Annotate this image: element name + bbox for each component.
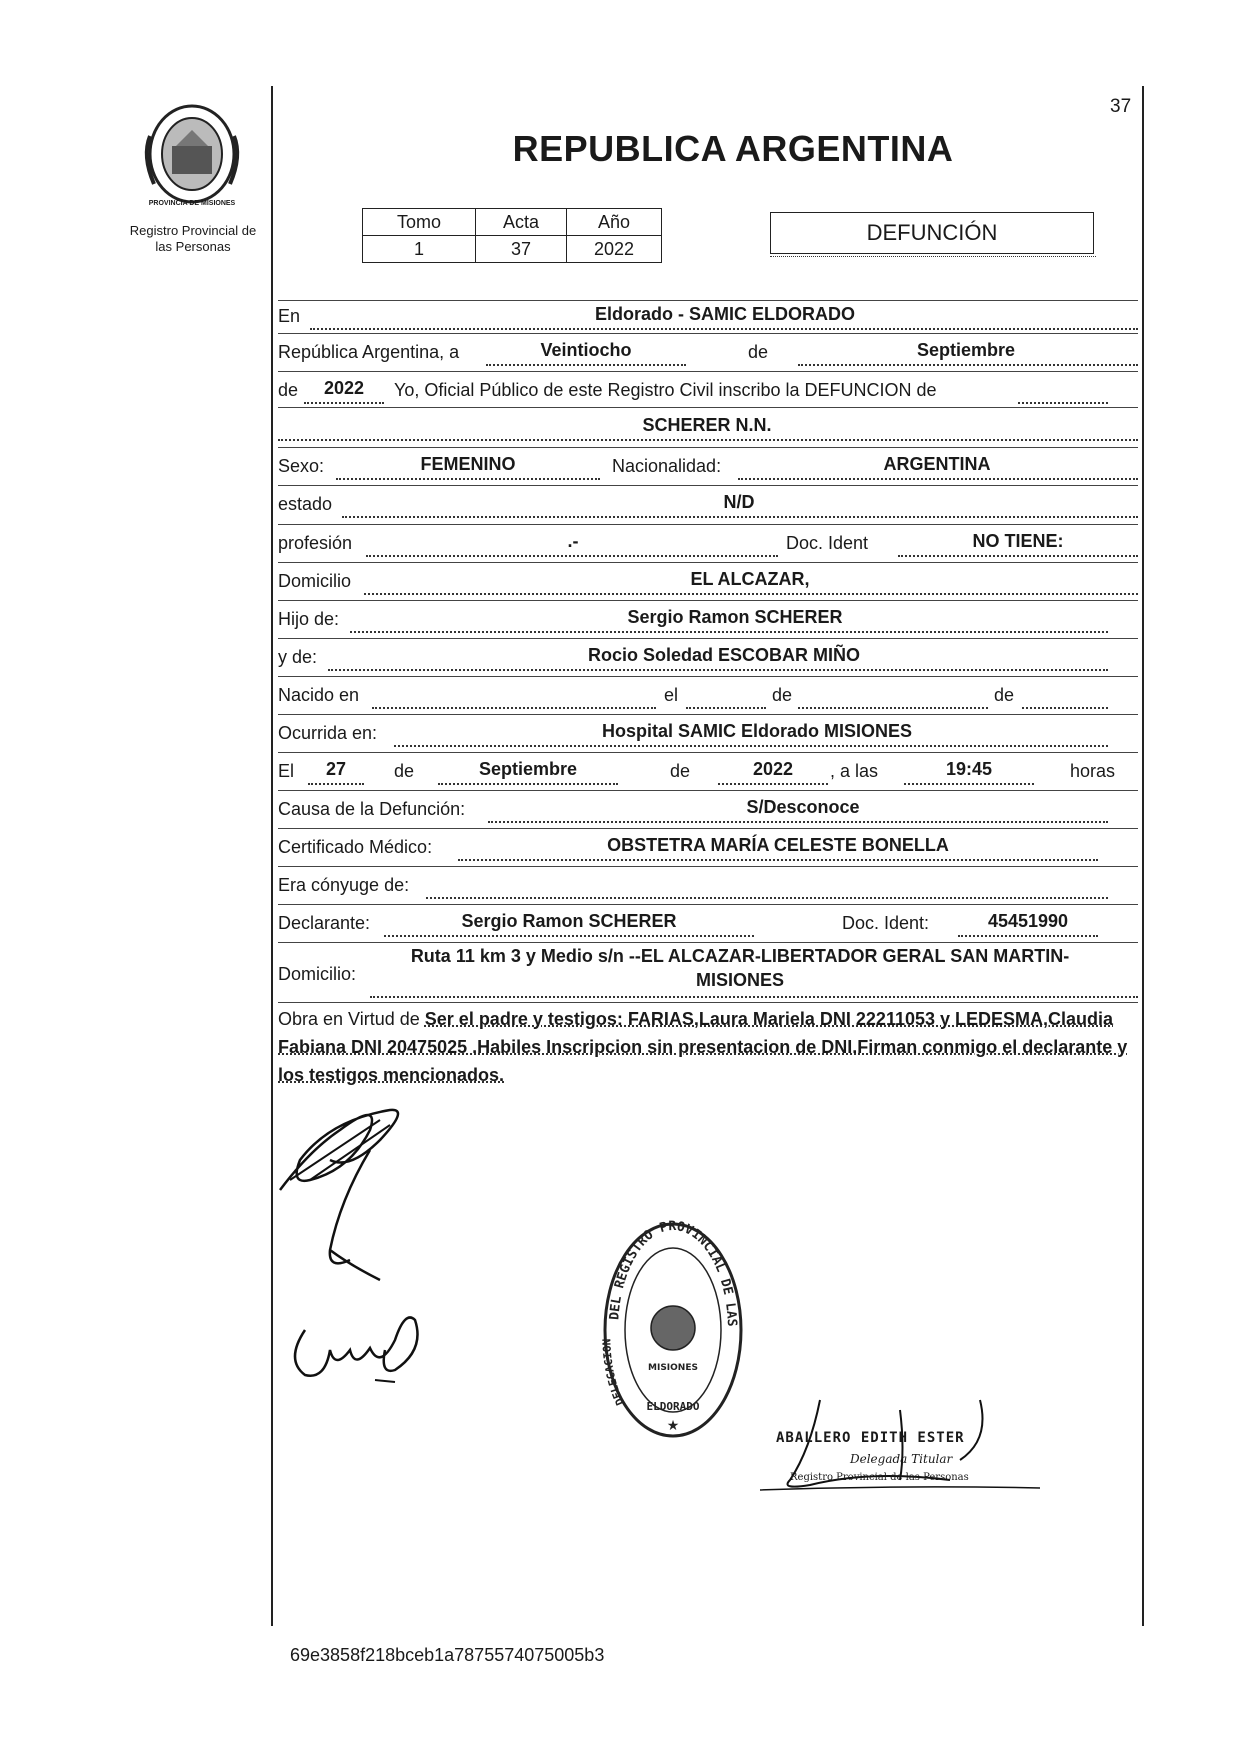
death-time: 19:45 xyxy=(945,759,993,779)
logo-text: PROVINCIA DE MISIONES xyxy=(148,200,236,207)
domicilio2-line2: MISIONES xyxy=(695,970,784,990)
death-month-dots xyxy=(438,783,618,785)
estado-dots xyxy=(342,516,1138,518)
registry-value-acta: 37 xyxy=(476,236,567,263)
month-de-label: de xyxy=(748,342,769,362)
row-rule xyxy=(278,524,1138,525)
death-year-dots xyxy=(718,783,828,785)
en-value: Eldorado - SAMIC ELDORADO xyxy=(595,304,855,324)
row-certificado xyxy=(278,833,1138,863)
document-type-underline xyxy=(770,256,1096,258)
row-rule xyxy=(278,1002,1138,1003)
row-causa xyxy=(278,795,1138,825)
doc-ident-label: Doc. Ident xyxy=(786,533,869,553)
conyuge-dots xyxy=(426,897,1108,899)
nacido-label: Nacido en xyxy=(278,685,360,705)
republica-label: República Argentina, a xyxy=(278,342,460,362)
causa-dots xyxy=(488,821,1108,823)
nacionalidad-value: ARGENTINA xyxy=(883,454,991,474)
declarante-dots xyxy=(384,935,754,937)
horas-label: horas xyxy=(1070,761,1116,781)
estado-label: estado xyxy=(278,494,333,514)
official-stamp-name: ABALLERO EDITH ESTER xyxy=(776,1430,965,1446)
registry-header-ano: Año xyxy=(567,209,662,236)
causa-label: Causa de la Defunción: xyxy=(278,799,466,819)
svg-text:DELEGACION xyxy=(600,1339,627,1408)
alas-label: , a las xyxy=(830,761,879,781)
signature-2 xyxy=(300,1140,410,1290)
registry-seal xyxy=(598,1210,748,1440)
row-rule xyxy=(278,790,1138,791)
right-margin-line xyxy=(1142,86,1144,1626)
document-type-box: DEFUNCIÓN xyxy=(770,212,1094,254)
month-dots xyxy=(798,364,1138,366)
row-rule xyxy=(278,447,1138,448)
row-ocurrida xyxy=(278,719,1138,749)
month-value: Septiembre xyxy=(916,340,1016,360)
nacionalidad-dots xyxy=(738,478,1138,480)
yde-label: y de: xyxy=(278,647,318,667)
obra-text: Ser el padre y testigos: FARIAS,Laura Mariela DNI 22211053 y LEDESMA,Claudia Fabiana DNI 20475025 .Habiles Inscripcion sin presentacion de DNI.Firman conmigo el declarante y los testigos mencionados. xyxy=(278,1009,1128,1085)
row-en xyxy=(278,302,1138,332)
row-rule xyxy=(278,300,1138,301)
row-rule xyxy=(278,371,1138,372)
left-margin-line xyxy=(271,86,273,1626)
row-profesion xyxy=(278,529,1138,559)
row-rule xyxy=(278,638,1138,639)
row-rule xyxy=(278,562,1138,563)
nacionalidad-label: Nacionalidad: xyxy=(612,456,722,476)
row-rule xyxy=(278,485,1138,486)
estado-value: N/D xyxy=(723,492,755,512)
registry-header-acta: Acta xyxy=(476,209,567,236)
seal-bottom-text: ELDORADO xyxy=(646,1400,700,1413)
row-domicilio xyxy=(278,567,1138,597)
profesion-label: profesión xyxy=(278,533,353,553)
logo-caption xyxy=(108,223,278,255)
row-deceased xyxy=(278,413,1138,443)
domicilio-value: EL ALCAZAR, xyxy=(690,569,810,589)
conyuge-label: Era cónyuge de: xyxy=(278,875,410,895)
death-day: 27 xyxy=(325,759,347,779)
row-hijo xyxy=(278,605,1138,635)
padre-dots xyxy=(350,631,1108,633)
deceased-name: SCHERER N.N. xyxy=(642,415,772,435)
seal-left-text: DELEGACION xyxy=(600,1338,627,1408)
doc-ident-dots xyxy=(898,555,1138,557)
sexo-dots xyxy=(336,478,600,480)
doc-ident2-dots xyxy=(958,935,1098,937)
day-words: Veintiocho xyxy=(540,340,632,360)
madre-dots xyxy=(328,669,1108,671)
sexo-value: FEMENINO xyxy=(420,454,516,474)
nacido-de1-label: de xyxy=(772,685,793,705)
certificado-value: OBSTETRA MARÍA CELESTE BONELLA xyxy=(607,835,949,855)
day-words-dots xyxy=(486,364,686,366)
en-dots xyxy=(310,328,1138,330)
ocurrida-value: Hospital SAMIC Eldorado MISIONES xyxy=(601,721,913,741)
doc-ident2-value: 45451990 xyxy=(987,911,1069,931)
row-rule xyxy=(278,333,1138,334)
death-month: Septiembre xyxy=(478,759,578,779)
profesion-value: .- xyxy=(567,531,579,551)
row-nacido xyxy=(278,681,1138,711)
registry-header-row xyxy=(363,209,662,236)
domicilio2-dots xyxy=(370,996,1138,998)
el-label: El xyxy=(278,761,295,781)
nacido-month-dots xyxy=(798,707,988,709)
certificado-label: Certificado Médico: xyxy=(278,837,433,857)
declarante-label: Declarante: xyxy=(278,913,371,933)
row-domicilio2 xyxy=(278,946,1138,1002)
madre-value: Rocio Soledad ESCOBAR MIÑO xyxy=(587,645,861,665)
row-rule xyxy=(278,942,1138,943)
padre-value: Sergio Ramon SCHERER xyxy=(627,607,843,627)
declarante-value: Sergio Ramon SCHERER xyxy=(461,911,677,931)
row-conyuge xyxy=(278,871,1138,901)
registry-value-tomo: 1 xyxy=(363,236,476,263)
obra-paragraph xyxy=(278,1005,1136,1089)
row-rule xyxy=(278,752,1138,753)
row-rule xyxy=(278,866,1138,867)
death-de3-label: de xyxy=(394,761,415,781)
row-republica xyxy=(278,338,1138,368)
nacido-day-dots xyxy=(686,707,766,709)
seal-top-text: DEL REGISTRO PROVINCIAL DE LAS xyxy=(607,1218,740,1327)
row-rule xyxy=(278,676,1138,677)
page-title: REPUBLICA ARGENTINA xyxy=(512,128,954,169)
nacido-year-dots xyxy=(1022,707,1108,709)
official-text: Yo, Oficial Público de este Registro Civil inscribo la DEFUNCION de xyxy=(394,380,937,400)
row-rule xyxy=(278,714,1138,715)
death-day-dots xyxy=(308,783,364,785)
hijo-label: Hijo de: xyxy=(278,609,340,629)
certificado-dots xyxy=(458,859,1098,861)
ocurrida-label: Ocurrida en: xyxy=(278,723,378,743)
official-dots xyxy=(1018,402,1108,404)
nacido-de2-label: de xyxy=(994,685,1015,705)
row-declarante xyxy=(278,909,1138,939)
row-death-date xyxy=(278,757,1138,787)
domicilio-dots xyxy=(364,593,1138,595)
logo-caption-line2: las Personas xyxy=(155,239,231,254)
death-de4-label: de xyxy=(670,761,691,781)
row-rule xyxy=(278,407,1138,408)
official-stamp-office: Registro Provincial de las Personas xyxy=(790,1472,969,1483)
row-official-text xyxy=(278,376,1138,406)
year-value: 2022 xyxy=(323,378,365,398)
domicilio-label: Domicilio xyxy=(278,571,352,591)
death-year: 2022 xyxy=(752,759,794,779)
ocurrida-dots xyxy=(394,745,1108,747)
logo-caption-line1: Registro Provincial de xyxy=(129,223,257,238)
death-time-dots xyxy=(904,783,1034,785)
row-rule xyxy=(278,600,1138,601)
row-yde xyxy=(278,643,1138,673)
domicilio2-label: Domicilio: xyxy=(278,964,357,984)
doc-ident-value: NO TIENE: xyxy=(972,531,1064,551)
doc-ident2-label: Doc. Ident: xyxy=(842,913,930,933)
registry-table xyxy=(362,208,662,263)
official-stamp-role: Delegada Titular xyxy=(850,1452,953,1466)
sexo-label: Sexo: xyxy=(278,456,325,476)
en-label: En xyxy=(278,306,301,326)
year-dots xyxy=(304,402,384,404)
signature-3 xyxy=(285,1290,445,1400)
document-hash: 69e3858f218bceb1a7875574075005b3 xyxy=(290,1645,605,1665)
profesion-dots xyxy=(366,555,778,557)
row-rule xyxy=(278,904,1138,905)
row-sexo xyxy=(278,452,1138,482)
causa-value: S/Desconoce xyxy=(746,797,860,817)
domicilio2-line1: Ruta 11 km 3 y Medio s/n --EL ALCAZAR-LIBERTADOR GERAL SAN MARTIN- xyxy=(410,946,1070,966)
row-estado xyxy=(278,490,1138,520)
seal-center-text: MISIONES xyxy=(648,1363,698,1373)
nacido-el-label: el xyxy=(664,685,679,705)
seal-star-icon: ★ xyxy=(666,1417,680,1433)
registry-value-row xyxy=(363,236,662,263)
deceased-dots xyxy=(278,439,1138,441)
registry-header-tomo: Tomo xyxy=(363,209,476,236)
registry-value-ano: 2022 xyxy=(567,236,662,263)
page-number: 37 xyxy=(1110,96,1132,117)
year-prefix: de xyxy=(278,380,299,400)
row-rule xyxy=(278,828,1138,829)
nacido-dots xyxy=(372,707,656,709)
obra-label: Obra en Virtud de xyxy=(278,1009,420,1029)
